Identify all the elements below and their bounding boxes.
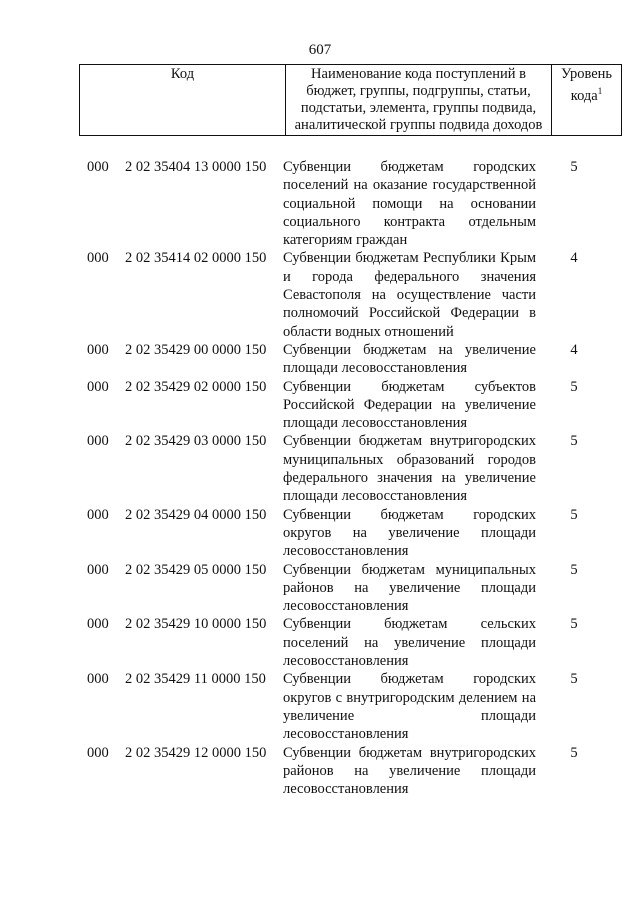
row-name: Субвенции бюджетам городских поселений на оказание государственной социальной помощи на основании социального контракта отдельным категориям граждан [283,159,536,249]
table-header [79,64,622,136]
page-number: 607 [308,42,332,58]
table-row [79,744,612,799]
table-row [79,341,612,378]
row-name: Субвенции бюджетам внутригородских районов на увеличение площади лесовосстановления [283,744,536,798]
row-name: Субвенции бюджетам сельских поселений на увеличение площади лесовосстановления [283,616,536,670]
row-prefix: 000 [87,744,109,761]
row-name: Субвенции бюджетам на увеличение площади лесовосстановления [283,341,536,377]
table-row [79,670,612,743]
row-level: 5 [570,616,578,633]
table-row [79,506,612,561]
header-level-footnote: 1 [597,86,603,96]
table-row [79,249,612,340]
row-code: 2 02 35404 13 0000 150 [125,159,267,175]
table-row [79,432,612,505]
row-level: 5 [570,561,578,578]
row-level: 4 [570,341,578,358]
code-table-body [79,158,612,798]
header-name: Наименование кода поступлений в бюджет, группы, подгруппы, статьи, подстатьи, элемента, группы подвида, аналитической группы подвида доходов [286,65,552,136]
table-row [79,158,612,249]
row-code: 2 02 35429 00 0000 150 [125,341,267,358]
row-code: 2 02 35429 12 0000 150 [125,744,267,761]
row-code: 2 02 35429 05 0000 150 [125,561,267,578]
table-row [79,378,612,433]
row-code: 2 02 35429 11 0000 150 [125,671,266,688]
row-code: 2 02 35429 03 0000 150 [125,433,267,450]
row-level: 5 [570,433,578,450]
row-name: Субвенции бюджетам внутригородских муниципальных образований городов федерального значения на увеличение площади лесовосстановления [283,433,536,505]
row-code: 2 02 35429 02 0000 150 [125,378,267,395]
row-level: 4 [570,250,578,267]
row-level: 5 [570,378,578,395]
row-name: Субвенции бюджетам субъектов Российской Федерации на увеличение площади лесовосстановления [283,378,536,432]
row-level: 5 [570,744,578,761]
header-level-label: Уровень кода [560,66,613,104]
row-code: 2 02 35429 10 0000 150 [125,616,267,633]
header-level [552,65,622,136]
row-prefix: 000 [87,341,109,358]
row-level: 5 [570,159,578,175]
row-name: Субвенции бюджетам Республики Крым и города федерального значения Севастополя на осуществление части полномочий Российской Федерации в области водных отношений [283,250,536,340]
row-code: 2 02 35414 02 0000 150 [125,250,267,267]
row-prefix: 000 [87,506,109,523]
row-name: Субвенции бюджетам городских округов на увеличение площади лесовосстановления [283,506,536,560]
row-name: Субвенции бюджетам муниципальных районов на увеличение площади лесовосстановления [283,561,536,615]
row-prefix: 000 [87,616,109,633]
row-prefix: 000 [87,250,109,267]
row-prefix: 000 [87,671,109,688]
row-code: 2 02 35429 04 0000 150 [125,506,267,523]
row-level: 5 [570,671,578,688]
row-prefix: 000 [87,378,109,395]
row-level: 5 [570,506,578,523]
table-row [79,561,612,616]
header-code: Код [80,65,286,136]
row-prefix: 000 [87,433,109,450]
row-name: Субвенции бюджетам городских округов с внутригородским делением на увеличение площади лесовосстановления [283,671,536,743]
table-row [79,615,612,670]
row-prefix: 000 [87,561,109,578]
row-prefix: 000 [87,159,109,175]
